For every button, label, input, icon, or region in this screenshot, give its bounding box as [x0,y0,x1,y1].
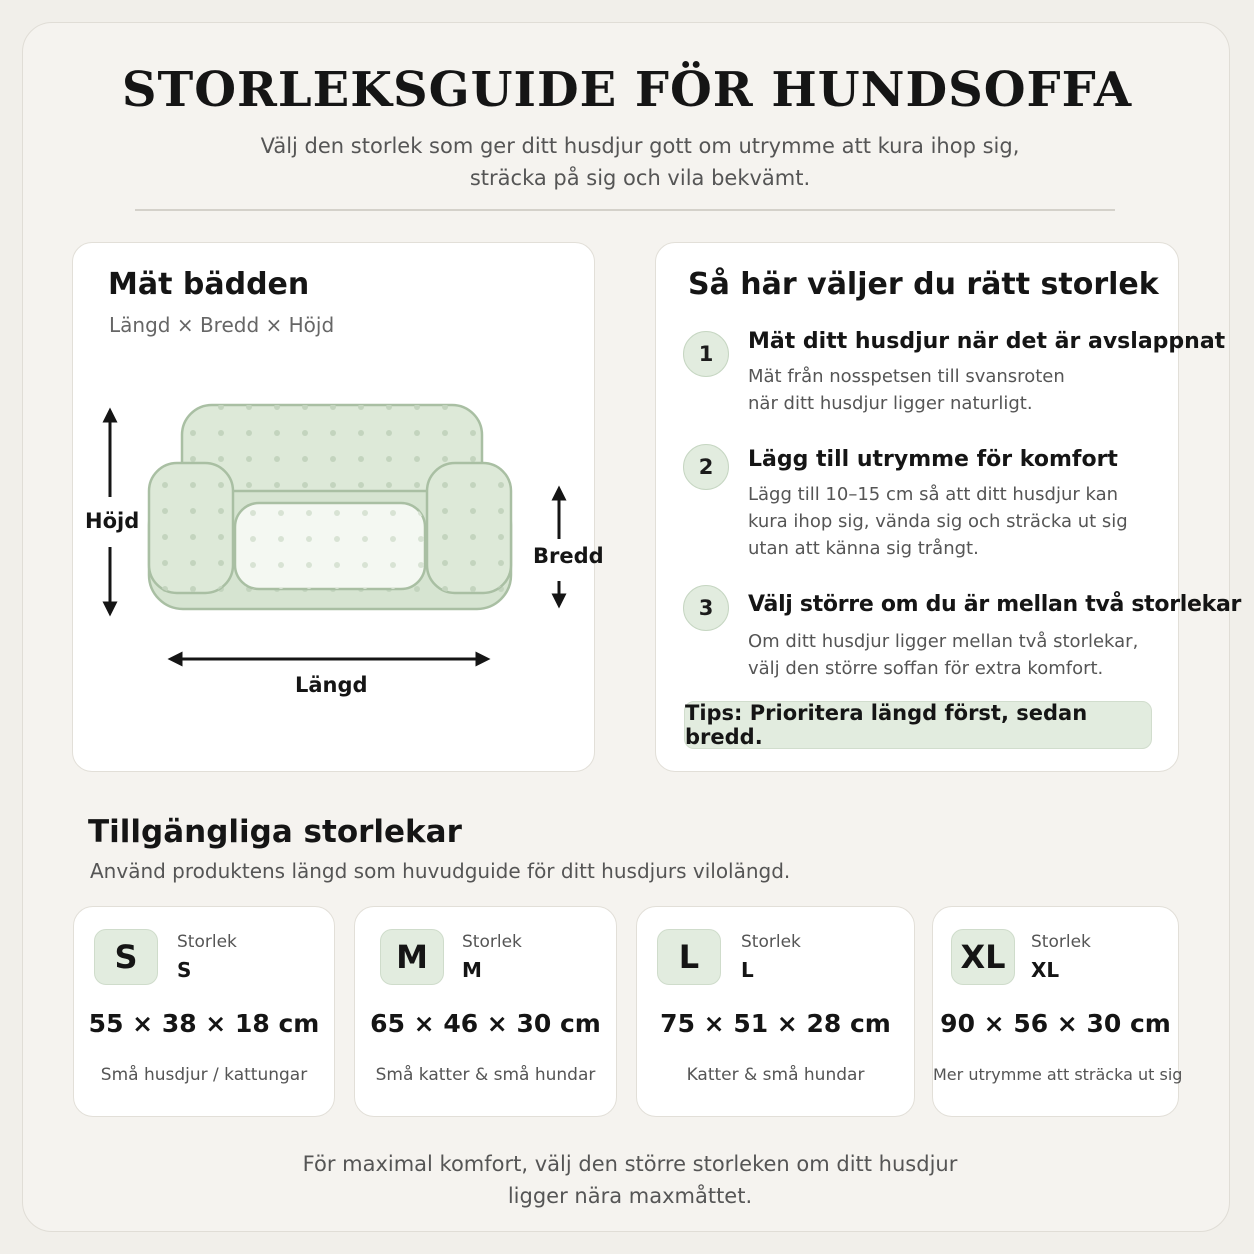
footer-line-1: För maximal komfort, välj den större storleken om ditt husdjur [302,1152,958,1176]
height-label: Höjd [85,509,140,533]
step-2-line-1: Lägg till 10–15 cm så att ditt husdjur kan [748,484,1119,505]
size-label: Storlek [462,932,522,952]
size-label: Storlek [741,932,801,952]
size-usage: Små katter & små hundar [375,1065,596,1085]
size-dimensions: 90 × 56 × 30 cm [940,1009,1171,1038]
size-card-m[interactable] [354,906,617,1117]
size-card-xl[interactable] [932,906,1183,1117]
step-2-description [748,481,1148,562]
size-value: L [741,958,754,982]
step-2-title: Lägg till utrymme för komfort [748,447,1118,472]
step-1-description [748,363,1148,417]
width-label: Bredd [533,544,604,568]
footer-note [230,1148,1030,1212]
guide-card [655,242,1242,772]
tip-box: Tips: Prioritera längd först, sedan bredd. [684,701,1152,749]
size-badge: M [380,929,444,985]
guide-title: Så här väljer du rätt storlek [688,267,1159,302]
size-label: Storlek [1031,932,1091,952]
size-card-s[interactable] [73,906,335,1117]
size-usage: Små husdjur / kattungar [100,1065,308,1085]
sizes-title: Tillgängliga storlekar [88,814,462,850]
subtitle-line-2: sträcka på sig och vila bekvämt. [469,166,811,190]
step-2-line-2: kura ihop sig, vända sig och sträcka ut sig [748,511,1128,532]
size-badge: XL [951,929,1015,985]
step-1-line-2: när ditt husdjur ligger naturligt. [748,393,1033,414]
size-card-l[interactable] [636,906,915,1117]
step-2-number: 2 [683,444,729,490]
size-label: Storlek [177,932,237,952]
size-dimensions: 55 × 38 × 18 cm [88,1009,320,1038]
step-2-line-3: utan att känna sig trångt. [748,538,979,559]
length-label: Längd [295,673,368,697]
step-3-description [748,628,1148,682]
measure-card [72,242,604,772]
step-1-line-1: Mät från nosspetsen till svansroten [748,366,1065,387]
size-value: S [177,958,192,982]
size-value: M [462,958,482,982]
size-badge: L [657,929,721,985]
step-1-number: 1 [683,331,729,377]
subtitle-line-1: Välj den storlek som ger ditt husdjur gott om utrymme att kura ihop sig, [260,134,1020,158]
page-title: STORLEKSGUIDE FÖR HUNDSOFFA [121,62,1133,118]
step-3-line-1: Om ditt husdjur ligger mellan två storlekar, [748,631,1139,652]
step-3-line-2: välj den större soffan för extra komfort. [748,658,1104,679]
size-dimensions: 65 × 46 × 30 cm [370,1009,601,1038]
sofa-illustration [149,405,511,609]
size-value: XL [1031,958,1060,982]
title-divider [135,209,1115,211]
footer-line-2: ligger nära maxmåttet. [507,1184,753,1208]
measure-subtitle: Längd × Bredd × Höjd [109,313,335,337]
step-3-title: Välj större om du är mellan två storlekar [748,592,1242,617]
size-badge: S [94,929,158,985]
measure-title: Mät bädden [108,267,310,302]
sizes-subtitle: Använd produktens längd som huvudguide för ditt husdjurs vilolängd. [90,859,791,883]
step-3-number: 3 [683,585,729,631]
size-usage: Katter & små hundar [686,1065,865,1085]
step-1-title: Mät ditt husdjur när det är avslappnat [748,329,1226,354]
page-subtitle [200,130,1080,194]
size-dimensions: 75 × 51 × 28 cm [660,1009,891,1038]
size-usage: Mer utrymme att sträcka ut sig [933,1065,1183,1084]
